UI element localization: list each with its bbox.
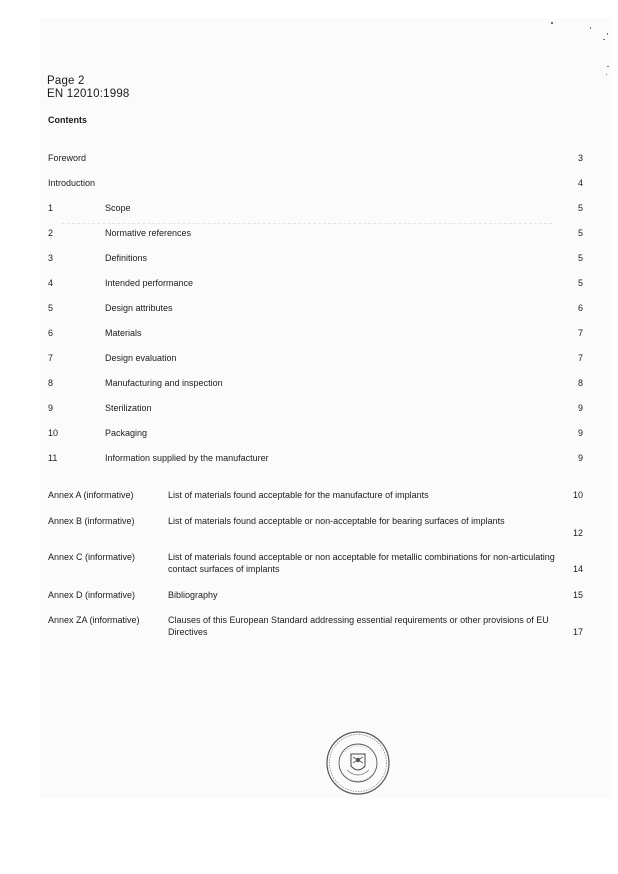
toc-title: Definitions (105, 253, 148, 263)
toc-row-11 (48, 452, 583, 466)
toc-number: 5 (48, 303, 54, 313)
annex-title: List of materials found acceptable or non-acceptable for bearing surfaces of implants (168, 516, 505, 526)
toc-page: 6 (577, 303, 583, 313)
toc-title: Introduction (48, 178, 96, 188)
toc-row-5 (48, 302, 583, 316)
toc-title: Sterilization (105, 403, 152, 413)
annex-page: 17 (572, 627, 583, 637)
toc-number: 1 (48, 203, 54, 213)
contents-heading: Contents (48, 115, 87, 125)
toc-number: 2 (48, 228, 54, 238)
annex-row-b (48, 515, 583, 541)
toc-row-9 (48, 402, 583, 416)
toc-row-foreword (48, 152, 583, 166)
toc-page: 3 (577, 153, 583, 163)
toc-number: 7 (48, 353, 54, 363)
toc-row-10 (48, 427, 583, 441)
toc-row-6 (48, 327, 583, 341)
toc-page: 5 (577, 253, 583, 263)
toc-row-4 (48, 277, 583, 291)
annex-label: Annex D (informative) (48, 590, 136, 600)
toc-row-3 (48, 252, 583, 266)
annex-title: Clauses of this European Standard addressing essential requirements or other provisions of EU Directives (168, 615, 549, 637)
annex-label: Annex ZA (informative) (48, 615, 140, 625)
annex-title: List of materials found acceptable or non acceptable for metallic combinations for non-articulating contact surfaces of implants (168, 552, 555, 574)
toc-number: 4 (48, 278, 54, 288)
toc-title: Normative references (105, 228, 192, 238)
page-number: Page 2 (47, 75, 85, 87)
page-header (47, 75, 130, 101)
toc-title: Scope (105, 203, 131, 213)
toc-title: Materials (105, 328, 142, 338)
toc-page: 5 (577, 203, 583, 213)
toc-title: Design attributes (105, 303, 173, 313)
toc-title: Information supplied by the manufacturer (105, 453, 269, 463)
standard-id: EN 12010:1998 (47, 88, 130, 100)
annex-label: Annex A (informative) (48, 490, 134, 500)
annex-label: Annex B (informative) (48, 516, 135, 526)
toc-row-introduction (48, 177, 583, 191)
toc-page: 8 (577, 378, 583, 388)
toc-number: 10 (48, 428, 59, 438)
toc-page: 9 (577, 403, 583, 413)
toc-title: Manufacturing and inspection (105, 378, 223, 388)
annex-page: 14 (572, 564, 583, 574)
toc-page: 5 (577, 228, 583, 238)
toc-page: 7 (577, 353, 583, 363)
library-seal-stamp (325, 730, 391, 796)
toc-title: Foreword (48, 153, 87, 163)
toc-number: 9 (48, 403, 54, 413)
annex-row-d (48, 589, 583, 603)
toc-number: 11 (48, 453, 58, 463)
toc-page: 7 (577, 328, 583, 338)
annex-page: 10 (572, 490, 583, 500)
toc-row-2 (48, 227, 583, 241)
annex-page: 12 (572, 528, 583, 538)
annex-row-a (48, 489, 583, 503)
toc-row-1 (48, 202, 583, 216)
toc-page: 5 (577, 278, 583, 288)
toc-title: Design evaluation (105, 353, 177, 363)
toc-number: 3 (48, 253, 54, 263)
annex-label: Annex C (informative) (48, 552, 136, 562)
toc-title: Intended performance (105, 278, 194, 288)
annex-row-c (48, 551, 583, 577)
toc-number: 6 (48, 328, 54, 338)
toc-row-8 (48, 377, 583, 391)
scan-artifact-line (62, 223, 552, 224)
toc-number: 8 (48, 378, 54, 388)
toc-page: 9 (577, 453, 583, 463)
annex-page: 15 (572, 590, 583, 600)
annex-title: Bibliography (168, 590, 218, 600)
toc-page: 9 (577, 428, 583, 438)
annex-row-za (48, 614, 583, 640)
annex-title: List of materials found acceptable for the manufacture of implants (168, 490, 429, 500)
toc-title: Packaging (105, 428, 148, 438)
toc-page: 4 (577, 178, 583, 188)
toc-row-7 (48, 352, 583, 366)
